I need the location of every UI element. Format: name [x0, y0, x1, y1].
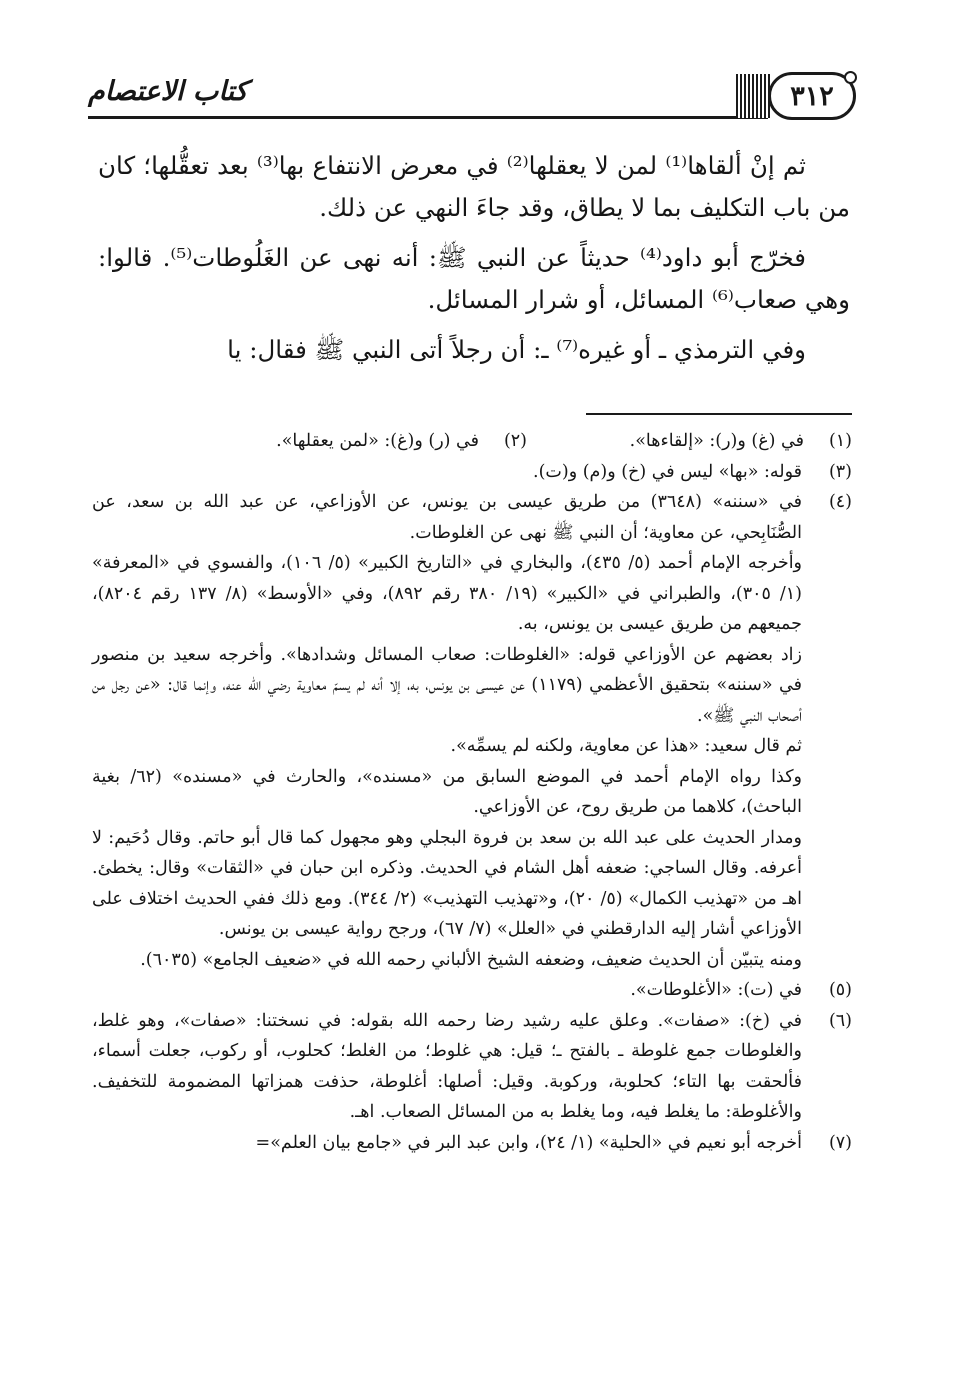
- page-number-badge: [768, 72, 856, 120]
- footnote-number: (٤): [828, 492, 852, 512]
- footnote-separator: [586, 413, 852, 415]
- footnote-paragraph: ومدار الحديث على عبد الله بن سعد بن فروة البجلي وهو مجهول كما قال أبو حاتم. وقال دُحَيم: لا أعرفه. وقال الساجي: ضعفه أهل الشام في الحديث. وذكره ابن حبان في «الثقات» وقال: يخطئ. اهـ من «تهذيب الكمال» (٥/ ٢٠)، و«تهذيب التهذيب» (٢/ ٣٤٤). ومع ذلك ففي الحديث اختلاف على الأوزاعي أشار إليه الدارقطني في «العلل» (٧/ ٦٧)، ورجح رواية عيسى بن يونس.: [92, 827, 802, 939]
- footnote-2: [276, 426, 527, 457]
- footnote-text: في (غ) و(ر): «إلقاءها».: [629, 431, 804, 451]
- page-header: [88, 62, 853, 124]
- footnote-paragraph: ومنه يتبيّن أن الحديث ضعيف، وضعفه الشيخ الألباني رحمه الله في «ضعيف الجامع» (٦٠٣٥).: [140, 949, 802, 970]
- footnote-1: [527, 426, 852, 457]
- main-paragraph-3: وفي الترمذي ـ أو غيره⁽⁷⁾ ـ: أن رجلاً أتى النبي ﷺ فقال: يا: [227, 335, 806, 364]
- ornament-circle-icon: [844, 71, 857, 84]
- footnote-6: [92, 1006, 852, 1128]
- footnote-text: في (ر) و(غ): «لمن يعقلها».: [276, 431, 479, 451]
- page-number: ٣١٢: [790, 80, 834, 112]
- footnote-paragraph: في «سننه» (٣٦٤٨) من طريق عيسى بن يونس، عن الأوزاعي، عن عبد الله بن سعد، عن الصُّنَابِحي، عن معاوية؛ أن النبي ﷺ نهى عن الغلوطات.: [92, 492, 802, 543]
- footnote-paragraph: زاد بعضهم عن الأوزاعي قوله: «الغلوطات: صعاب المسائل وشدادها». وأخرجه سعيد بن منصور في «سننه» بتحقيق الأعظمي (١١٧٩) عن عيسى بن يونس، به، إلا أنه لم يسمّ معاوية رضي الله عنه، وإنما قال: «عن رجل من أصحاب النبي ﷺ».: [92, 644, 802, 726]
- footnote-number: (٧): [828, 1132, 852, 1153]
- main-paragraph-2: فخرّج أبو داود⁽⁴⁾ حديثاً عن النبي ﷺ: أنه نهى عن الغَلُوطات⁽⁵⁾. قالوا: وهي صعاب⁽⁶⁾ المسائل، أو شرار المسائل.: [98, 243, 850, 314]
- footnote-number: (٥): [828, 980, 852, 1000]
- footnote-text: قوله: «بها» ليس في (خ) و(م) و(ت).: [533, 461, 802, 482]
- header-ornament-bars: [736, 74, 770, 118]
- footnote-3: [92, 457, 852, 488]
- footnote-paragraph: ثم قال سعيد: «هذا عن معاوية، ولكنه لم يسمِّه».: [450, 736, 802, 756]
- running-title: كتاب الاعتصام: [88, 76, 248, 107]
- footnote-text: [92, 487, 802, 975]
- footnote-number: (٣): [828, 461, 852, 482]
- footnotes: [92, 426, 852, 1158]
- footnote-paragraph: وأخرجه الإمام أحمد (٥/ ٤٣٥)، والبخاري في «التاريخ الكبير» (٥/ ١٠٦)، والفسوي في «المعرفة» (١/ ٣٠٥)، والطبراني في «الكبير» (١٩/ ٣٨٠ رقم ٨٩٢)، وفي «الأوسط» (٨/ ١٣٧ رقم ٨٢٠٤)، جميعهم من طريق عيسى بن يونس، به.: [92, 553, 803, 634]
- footnote-row-1-2: [92, 426, 852, 457]
- footnote-4: [92, 487, 852, 975]
- footnote-paragraph: وكذا رواه الإمام أحمد في الموضع السابق من «مسنده»، والحارث في «مسنده» (٦٢/ بغية الباحث)، كلاهما من طريق روح، عن الأوزاعي.: [92, 766, 802, 817]
- footnote-number: (٦): [828, 1010, 852, 1031]
- footnote-text: أخرجه أبو نعيم في «الحلية» (١/ ٢٤)، وابن عبد البر في «جامع بيان العلم»=: [255, 1132, 802, 1153]
- footnote-5: [92, 975, 852, 1006]
- main-paragraph-1: ثم إنْ ألقاها⁽¹⁾ لمن لا يعقلها⁽²⁾ في معرض الانتفاع بها⁽³⁾ بعد تعقُّلها؛ كان من باب التكليف بما لا يطاق، وقد جاءَ النهي عن ذلك.: [98, 151, 850, 222]
- footnote-number: (٢): [503, 431, 527, 451]
- footnote-7: [92, 1128, 852, 1159]
- footnote-text: في (ت): «الأغلوطات».: [630, 980, 802, 1000]
- main-text: [98, 145, 850, 379]
- header-rule: [88, 116, 768, 119]
- footnote-number: (١): [828, 431, 852, 451]
- footnote-text: في (خ): «صفات». وعلق عليه رشيد رضا رحمه الله بقوله: في نسختنا: «صفات»، وهو غلط، والغلوطات جمع غلوطة ـ بالفتح ـ؛ قيل: هي غلوط؛ من الغلط؛ كحلوب، أو ركوب، جعلت أسماء، فألحقت بها التاء؛ كحلوبة، وركوبة. وقيل: أصلها: أغلوطة، حذفت همزاتها المضمومة للتخفيف. والأغلوطة: ما يغلط فيه، وما يغلط به من المسائل الصعاب. اهـ.: [92, 1010, 802, 1122]
